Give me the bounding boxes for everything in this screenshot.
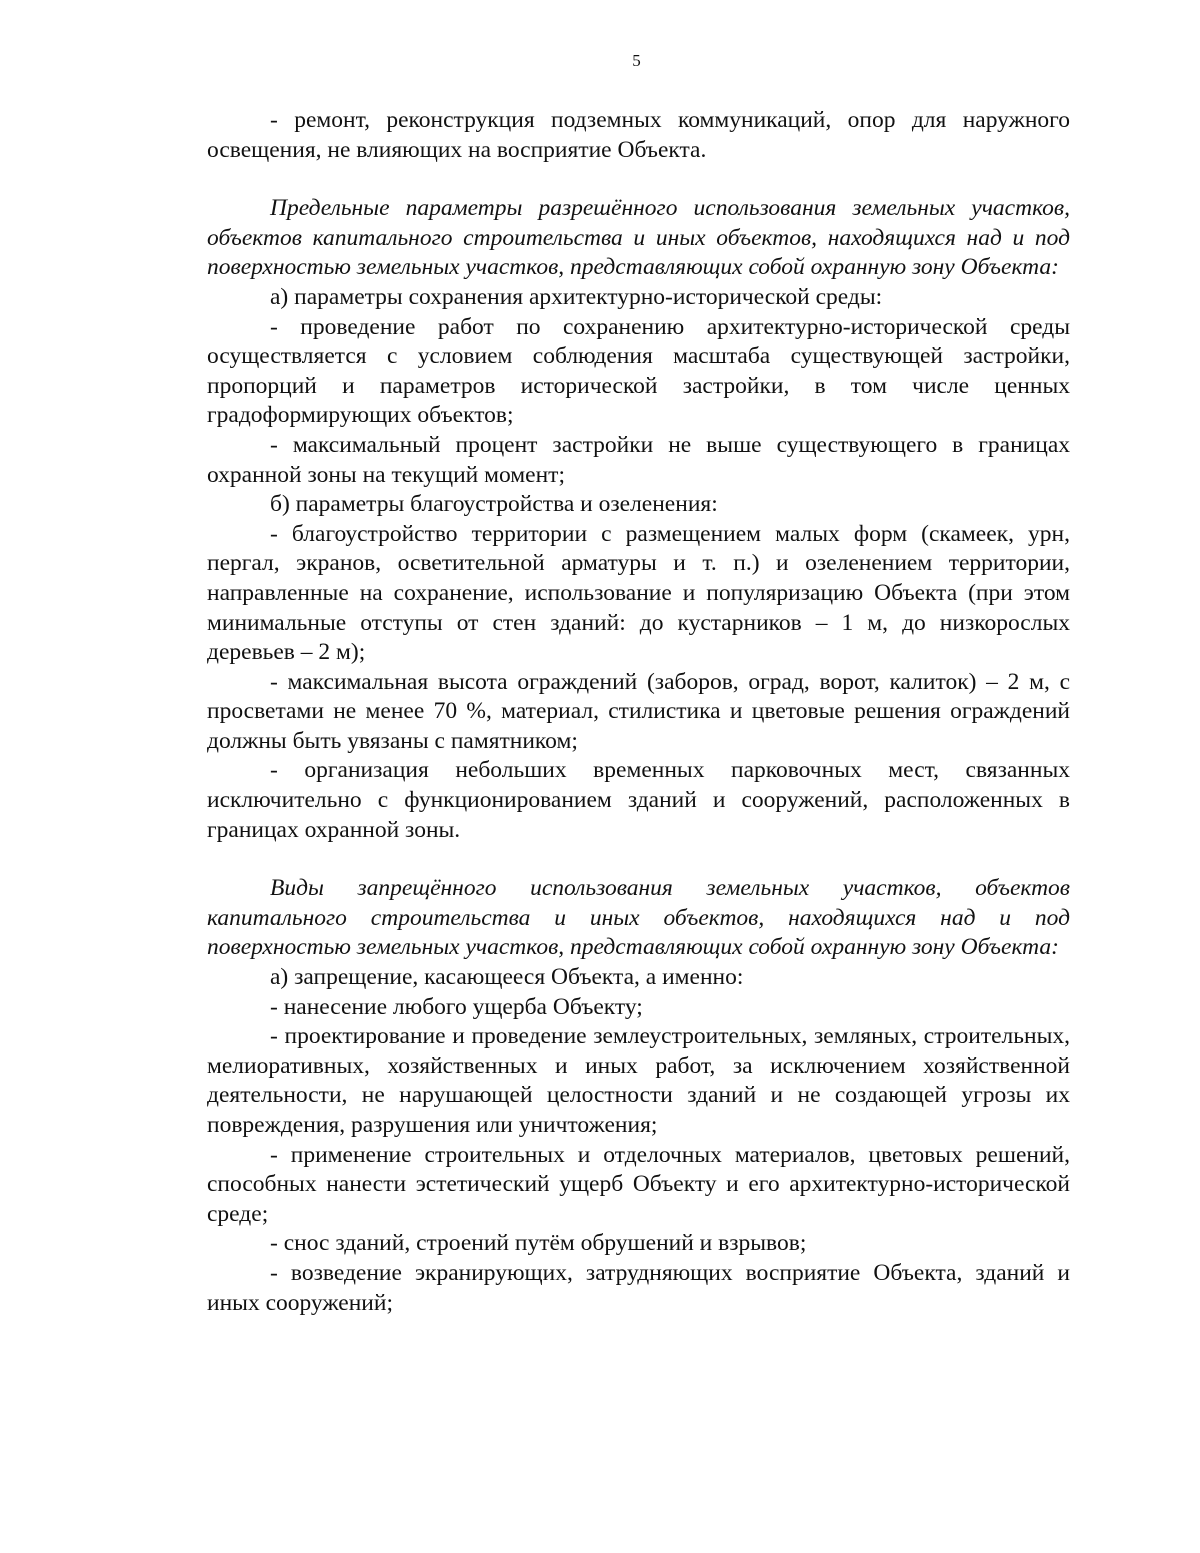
list-item: а) параметры сохранения архитектурно-исторической среды:: [270, 283, 883, 310]
list-item: - применение строительных и отделочных материалов, цветовых решений, способных нанести эстетический ущерб Объекту и его архитектурно-исторической среде;: [207, 1141, 1070, 1227]
list-item: - максимальная высота ограждений (заборов, оград, ворот, калиток) – 2 м, с просветами не менее 70 %, материал, стилистика и цветовые решения ограждений должны быть увязаны с памятником;: [207, 668, 1070, 754]
section-heading-permitted-parameters: Предельные параметры разрешённого использования земельных участков, объектов капитального строительства и иных объектов, находящихся над и под поверхностью земельных участков, представляющих собой охранную зону Объекта:: [207, 195, 1070, 281]
list-item: - максимальный процент застройки не выше существующего в границах охранной зоны на текущий момент;: [207, 431, 1070, 488]
page-number: 5: [632, 51, 641, 70]
paragraph-repair-communications: - ремонт, реконструкция подземных коммуникаций, опор для наружного освещения, не влияющих на восприятие Объекта.: [207, 107, 1070, 163]
list-item: - организация небольших временных парковочных мест, связанных исключительно с функционированием зданий и сооружений, расположенных в границах охранной зоны.: [207, 757, 1070, 843]
spacer: [207, 845, 1070, 874]
document-body: [207, 106, 1070, 1318]
list-item: - благоустройство территории с размещением малых форм (скамеек, урн, пергал, экранов, осветительной арматуры и т. п.) и озеленением территории, направленные на сохранение, использование и популяризацию Объекта (при этом минимальные отступы от стен зданий: до кустарников – 1 м, до низкорослых деревьев – 2 м);: [207, 520, 1070, 666]
list-item: - снос зданий, строений путём обрушений и взрывов;: [270, 1230, 807, 1257]
spacer: [207, 165, 1070, 194]
list-item: б) параметры благоустройства и озеленения:: [270, 491, 718, 518]
list-item: - возведение экранирующих, затрудняющих восприятие Объекта, зданий и иных сооружений;: [207, 1259, 1070, 1316]
list-item: - нанесение любого ущерба Объекту;: [270, 993, 643, 1020]
list-item: - проведение работ по сохранению архитектурно-исторической среды осуществляется с условием соблюдения масштаба существующей застройки, пропорций и параметров исторической застройки, в том числе ценных градоформирующих объектов;: [207, 313, 1070, 429]
list-item: - проектирование и проведение землеустроительных, земляных, строительных, мелиоративных, хозяйственных и иных работ, за исключением хозяйственной деятельности, не нарушающей целостности зданий и не создающей угрозы их повреждения, разрушения или уничтожения;: [207, 1023, 1070, 1138]
list-item: а) запрещение, касающееся Объекта, а именно:: [270, 964, 744, 991]
section-heading-prohibited-uses: Виды запрещённого использования земельных участков, объектов капитального строительства и иных объектов, находящихся над и под поверхностью земельных участков, представляющих собой охранную зону Объекта:: [207, 875, 1070, 961]
